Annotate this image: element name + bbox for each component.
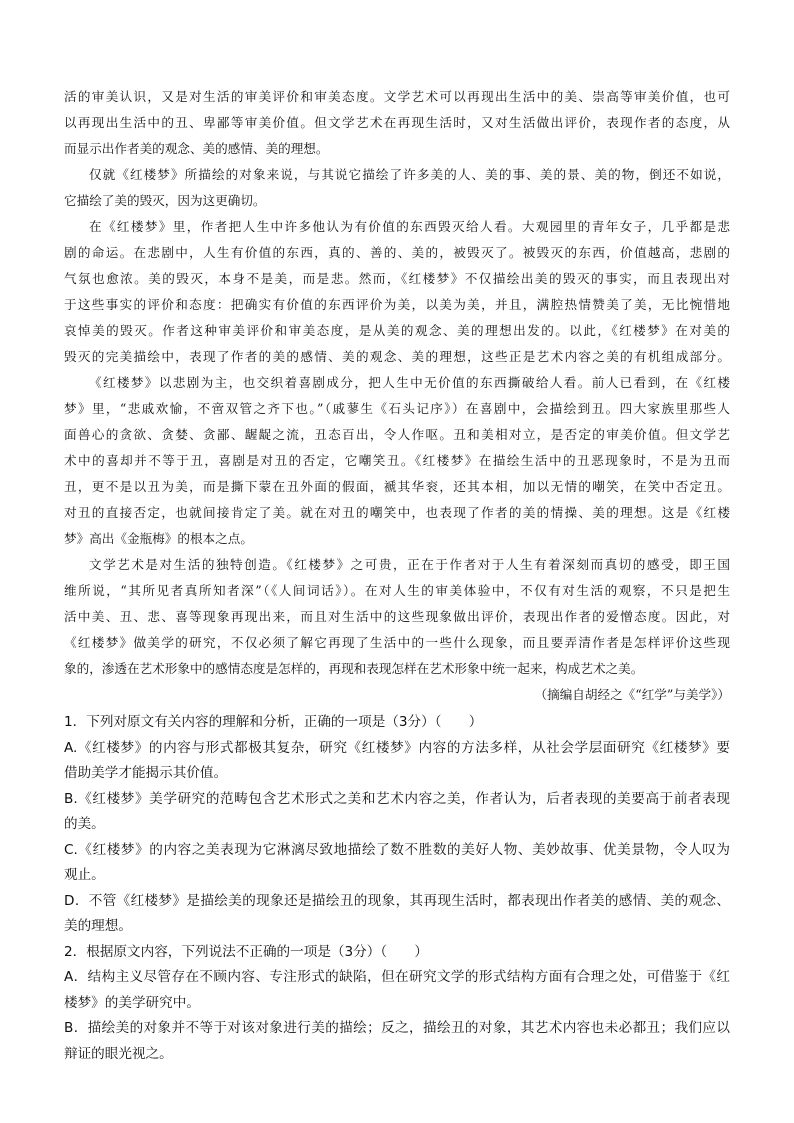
passage-line: 仅就《红楼梦》所描绘的对象来说，与其说它描绘了许多美的人、美的事、美的景、美的物，倒还不如说， xyxy=(89,167,730,182)
passage-line: 于这些事实的评价和态度：把确实有价值的东西评价为美，以美为美，并且，满腔热情赞美了美，无比惋惜地 xyxy=(64,297,730,312)
question-stem: 2．根据原文内容，下列说法不正确的一项是（3分）（ ） xyxy=(64,943,428,960)
passage-line: 气氛也愈浓。美的毁灭，本身不是美，而是悲。然而，《红楼梦》不仅描绘出美的毁灭的事实，而且表现出对 xyxy=(64,271,730,286)
passage-line: 在《红楼梦》里，作者把人生中许多他认为有价值的东西毁灭给人看。大观园里的青年女子，几乎都是悲 xyxy=(89,219,730,234)
question-1 xyxy=(64,710,730,940)
passage-line: 丑，更不是以丑为美，而是撕下蒙在丑外面的假面，褫其华衮，还其本相，加以无情的嘲笑，在笑中否定丑。 xyxy=(64,479,730,494)
option-line: 观止。 xyxy=(64,867,105,883)
option-line: B.《红楼梦》美学研究的范畴包含艺术形式之美和艺术内容之美，作者认为，后者表现的美要高于前者表现 xyxy=(64,790,730,807)
question-2 xyxy=(64,940,730,1068)
passage-line: 《红楼梦》以悲剧为主，也交织着喜剧成分，把人生中无价值的东西撕破给人看。前人已看到，在《红楼 xyxy=(89,375,730,390)
option-b[interactable] xyxy=(64,1016,730,1067)
passage-line: 术中的喜却并不等于丑，喜剧是对丑的否定，它嘲笑丑。《红楼梦》在描绘生活中的丑恶现象时，不是为丑而 xyxy=(64,453,730,468)
passage-line: 梦》里，“悲戚欢愉，不啻双管之齐下也。”（戚蓼生《石头记序》）在喜剧中，会描绘到丑。四大家族里那些人 xyxy=(64,401,730,416)
option-line: B．描绘美的对象并不等于对该对象进行美的描绘；反之，描绘丑的对象，其艺术内容也未必都丑；我们应以 xyxy=(64,1020,730,1036)
option-line: A．结构主义尽管存在不顾内容、专注形式的缺陷，但在研究文学的形式结构方面有合理之处，可借鉴于《红 xyxy=(64,969,730,985)
option-b[interactable] xyxy=(64,787,730,838)
reading-passage xyxy=(64,84,730,708)
option-line: C.《红楼梦》的内容之美表现为它淋漓尽致地描绘了数不胜数的美好人物、美妙故事、优美景物，令人叹为 xyxy=(64,841,730,858)
option-a[interactable] xyxy=(64,965,730,1016)
option-a[interactable] xyxy=(64,736,730,787)
passage-line: 而显示出作者美的观念、美的感情、美的理想。 xyxy=(64,141,329,156)
passage-line: 它描绘了美的毁灭，因为这更确切。 xyxy=(64,193,266,208)
passage-line: 活的审美认识，又是对生活的审美评价和审美态度。文学艺术可以再现出生活中的美、崇高等审美价值，也可 xyxy=(64,89,730,104)
passage-line: 毁灭的完美描绘中，表现了作者的美的感情、美的观念、美的理想，这些正是艺术内容之美的有机组成部分。 xyxy=(64,349,730,364)
option-line: 美的理想。 xyxy=(64,918,132,934)
option-line: A.《红楼梦》的内容与形式都极其复杂，研究《红楼梦》内容的方法多样，从社会学层面研究《红楼梦》要 xyxy=(64,739,730,756)
passage-line: 对丑的直接否定，也就间接肯定了美。就在对丑的嘲笑中，也表现了作者的美的情操、美的理想。这是《红楼 xyxy=(64,505,730,520)
option-line: 辩证的眼光视之。 xyxy=(64,1045,173,1062)
passage-line: 象的，渗透在艺术形象中的感情态度是怎样的，再现和表现怎样在艺术形象中统一起来，构成艺术之美。 xyxy=(64,661,644,676)
passage-line: 维所说，“其所见者真所知者深”（《人间词话》）。在对人生的审美体验中，不仅有对生活的观察，不只是把生 xyxy=(64,583,730,598)
passage-line: 活中美、丑、悲、喜等现象再现出来，而且对生活中的这些现象做出评价，表现出作者的爱憎态度。因此，对 xyxy=(64,609,730,624)
question-stem: 1．下列对原文有关内容的理解和分析，正确的一项是（3分）（ ） xyxy=(64,714,483,730)
option-line: 楼梦》的美学研究中。 xyxy=(64,994,200,1011)
option-line: 借助美学才能揭示其价值。 xyxy=(64,765,228,781)
option-d[interactable] xyxy=(64,889,730,940)
passage-source: （摘编自胡经之《“红学”与美学》） xyxy=(534,687,730,702)
passage-line: 面兽心的贪欲、贪婪、贪鄙、龌龊之流，丑态百出，令人作呕。丑和美相对立，是否定的审美价值。但文学艺 xyxy=(64,427,730,442)
option-line: 的美。 xyxy=(64,816,105,832)
option-c[interactable] xyxy=(64,838,730,889)
passage-line: 以再现出生活中的丑、卑鄙等审美价值。但文学艺术在再现生活时，又对生活做出评价，表现作者的态度，从 xyxy=(64,115,730,130)
passage-line: 文学艺术是对生活的独特创造。《红楼梦》之可贵，正在于作者对于人生有着深刻而真切的感受，即王国 xyxy=(89,557,730,572)
passage-line: 剧的命运。在悲剧中，人生有价值的东西，真的、善的、美的，被毁灭了。被毁灭的东西，价值越高，悲剧的 xyxy=(64,245,730,260)
passage-line: 哀悼美的毁灭。作者这种审美评价和审美态度，是从美的观念、美的理想出发的。以此，《红楼梦》在对美的 xyxy=(64,323,730,338)
passage-line: 《红楼梦》做美学的研究，不仅必须了解它再现了生活中的一些什么现象，而且要弄清作者是怎样评价这些现 xyxy=(64,635,730,650)
passage-line: 梦》高出《金瓶梅》的根本之点。 xyxy=(64,531,253,546)
option-line: D．不管《红楼梦》是描绘美的现象还是描绘丑的现象，其再现生活时，都表现出作者美的感情、美的观念、 xyxy=(64,892,730,909)
exam-page xyxy=(64,84,730,1067)
